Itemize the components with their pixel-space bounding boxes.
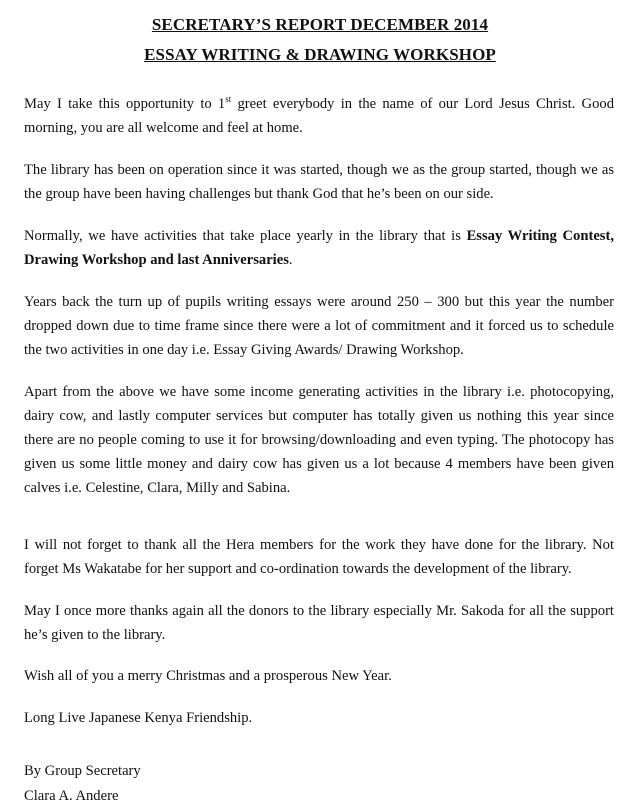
paragraph-library-operation: The library has been on operation since it was started, though we as the group started, though we as the group have been having challenges but thank God that he’s been on our side. (24, 162, 614, 202)
paragraph-essay-turnout: Years back the turn up of pupils writing essays were around 250 – 300 but this year the number dropped down due to time frame since there were a lot of commitment and it forced us to schedule the two activities in one day i.e. Essay Giving Awards/ Drawing Workshop. (24, 294, 614, 358)
paragraph-friendship: Long Live Japanese Kenya Friendship. (24, 710, 253, 726)
paragraph-christmas-wishes: Wish all of you a merry Christmas and a prosperous New Year. (24, 668, 392, 684)
report-subtitle: ESSAY WRITING & DRAWING WORKSHOP (144, 45, 496, 64)
paragraph-activities (24, 224, 614, 272)
activities-text-start: Normally, we have activities that take place yearly in the library that is (24, 228, 467, 244)
paragraph-thanks-members: I will not forget to thank all the Hera members for the work they have done for the library. Not forget Ms Wakatabe for her support and co-ordination towards the development of the library. (24, 537, 614, 577)
activities-bold-text: Essay Writing Contest, Drawing Workshop and last Anniversaries (24, 228, 614, 268)
signature-by-line: By Group Secretary (24, 763, 141, 779)
report-title: SECRETARY’S REPORT DECEMBER 2014 (151, 15, 489, 34)
paragraph-greeting (24, 92, 614, 140)
signature-name: Clara A. Andere (24, 788, 119, 804)
greeting-text-start: May I take this opportunity to 1 (24, 96, 226, 112)
greeting-text-end: greet everybody in the name of our Lord Jesus Christ. Good morning, you are all welcome and feel at home. (24, 96, 614, 136)
paragraph-income-activities: Apart from the above we have some income generating activities in the library i.e. photocopying, dairy cow, and lastly computer services but computer has totally given us nothing this year since there are no people coming to use it for browsing/downloading and even typing. The photocopy has given us some little money and dairy cow has given us a lot because 4 members have been given calves i.e. Celestine, Clara, Milly and Sabina. (24, 384, 614, 496)
paragraph-thanks-donors: May I once more thanks again all the donors to the library especially Mr. Sakoda for all the support he’s given to the library. (24, 603, 614, 643)
activities-text-end: . (288, 252, 293, 268)
ordinal-suffix: st (225, 94, 232, 104)
